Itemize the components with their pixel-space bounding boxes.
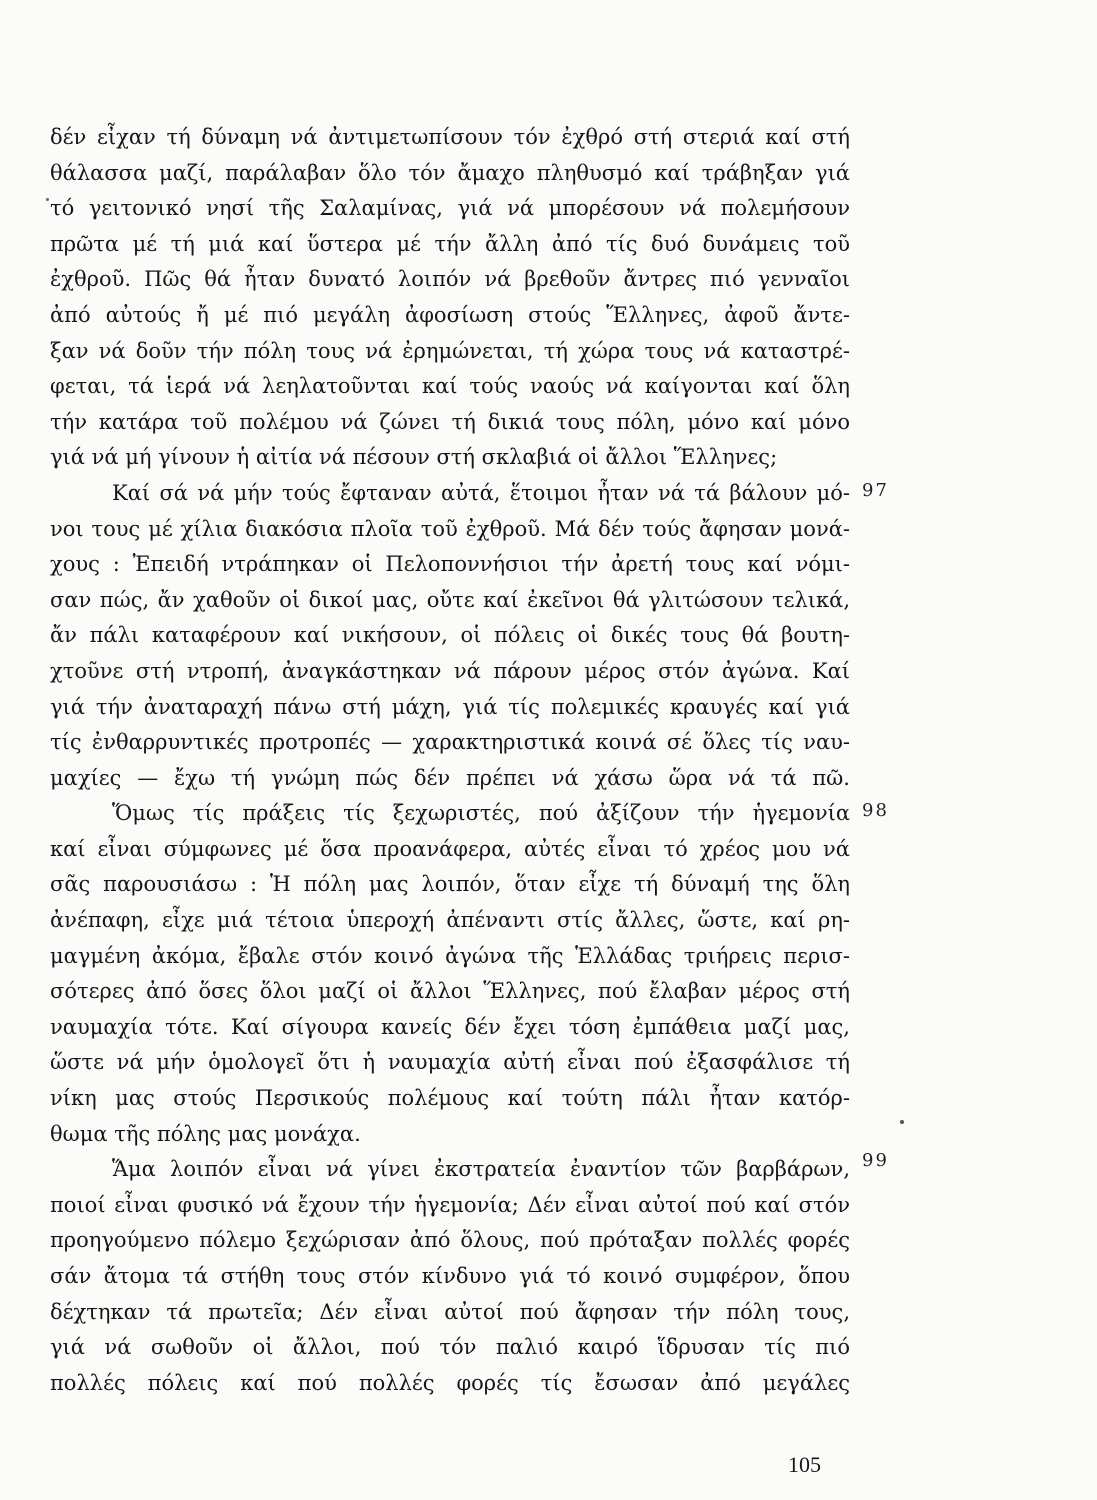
text-line: γιά νά μή γίνουν ἡ αἰτία νά πέσουν στή σκλαβιά οἱ ἄλλοι Ἕλληνες; [50,445,778,470]
text-line: ἀνέπαφη, εἶχε μιά τέτοια ὑπεροχή ἀπέναντι στίς ἄλλες, ὥστε, καί ρη- [50,908,850,933]
text-line: σάν ἄτομα τά στήθη τους στόν κίνδυνο γιά τό κοινό συμφέρον, ὅπου [50,1264,850,1288]
text-line: τίς ἐνθαρρυντικές προτροπές — χαρακτηριστικά κοινά σέ ὅλες τίς ναυ- [50,730,850,755]
text-line: ναυμαχία τότε. Καί σίγουρα κανείς δέν ἔχει τόση ἐμπάθεια μαζί μας, [50,1014,850,1039]
scan-speck [46,198,49,201]
text-line: μαγμένη ἀκόμα, ἔβαλε στόν κοινό ἀγώνα τῆς Ἑλλάδας τριήρεις περισ- [50,943,850,968]
text-line: νοι τους μέ χίλια διακόσια πλοῖα τοῦ ἐχθροῦ. Μά δέν τούς ἄφησαν μονά- [50,516,850,541]
scan-speck [900,1120,904,1124]
text-line: φεται, τά ἱερά νά λεηλατοῦνται καί τούς ναούς νά καίγονται καί ὅλη [50,374,850,399]
text-line: μαχίες — ἔχω τή γνώμη πώς δέν πρέπει νά χάσω ὥρα νά τά πῶ. [50,765,850,790]
margin-section-number: 99 [862,1150,889,1171]
text-line: πρῶτα μέ τή μιά καί ὕστερα μέ τήν ἄλλη ἀπό τίς δυό δυνάμεις τοῦ [50,231,850,256]
text-line: ξαν νά δοῦν τήν πόλη τους νά ἐρημώνεται, τή χώρα τους νά καταστρέ- [50,338,850,363]
text-line: ἐχθροῦ. Πῶς θά ἦταν δυνατό λοιπόν νά βρεθοῦν ἄντρες πιό γενναῖοι [50,267,850,292]
page-number: 105 [788,1452,821,1477]
text-line: τό γειτονικό νησί τῆς Σαλαμίνας, γιά νά μπορέσουν νά πολεμήσουν [50,196,850,221]
text-line: γιά τήν ἀναταραχή πάνω στή μάχη, γιά τίς πολεμικές κραυγές καί γιά [50,694,850,719]
text-line: Ὅμως τίς πράξεις τίς ξεχωριστές, πού ἀξίζουν τήν ἡγεμονία [112,801,850,826]
text-line: καί εἶναι σύμφωνες μέ ὅσα προανάφερα, αὐτές εἶναι τό χρέος μου νά [50,836,850,861]
text-line: θάλασσα μαζί, παράλαβαν ὅλο τόν ἄμαχο πληθυσμό καί τράβηξαν γιά [50,160,850,185]
text-line: θωμα τῆς πόλης μας μονάχα. [50,1121,361,1146]
text-line: προηγούμενο πόλεμο ξεχώρισαν ἀπό ὅλους, πού πρόταξαν πολλές φορές [50,1228,850,1253]
text-line: Καί σά νά μήν τούς ἔφταναν αὐτά, ἕτοιμοι ἦταν νά τά βάλουν μό- [112,480,850,505]
text-line: νίκη μας στούς Περσικούς πολέμους καί τούτη πάλι ἦταν κατόρ- [50,1086,850,1111]
text-line: δέν εἶχαν τή δύναμη νά ἀντιμετωπίσουν τόν ἐχθρό στή στεριά καί στή [50,125,850,149]
text-line: σᾶς παρουσιάσω : Ἡ πόλη μας λοιπόν, ὅταν εἶχε τή δύναμή της ὅλη [50,872,850,897]
text-line: σότερες ἀπό ὅσες ὅλοι μαζί οἱ ἄλλοι Ἕλληνες, πού ἔλαβαν μέρος στή [50,979,850,1004]
text-line: ποιοί εἶναι φυσικό νά ἔχουν τήν ἡγεμονία; Δέν εἶναι αὐτοί πού καί στόν [50,1192,850,1217]
text-line: γιά νά σωθοῦν οἱ ἄλλοι, πού τόν παλιό καιρό ἵδρυσαν τίς πιό [50,1335,850,1360]
text-line: σαν πώς, ἄν χαθοῦν οἱ δικοί μας, οὔτε καί ἐκεῖνοι θά γλιτώσουν τελικά, [50,587,850,612]
text-line: ἀπό αὐτούς ἤ μέ πιό μεγάλη ἀφοσίωση στούς Ἕλληνες, ἀφοῦ ἄντε- [50,302,850,327]
text-line: ἄν πάλι καταφέρουν καί νικήσουν, οἱ πόλεις οἱ δικές τους θά βουτη- [50,623,850,648]
text-line: ὥστε νά μήν ὁμολογεῖ ὅτι ἡ ναυμαχία αὐτή εἶναι πού ἐξασφάλισε τή [50,1050,850,1075]
margin-section-number: 98 [862,800,889,821]
text-line: δέχτηκαν τά πρωτεῖα; Δέν εἶναι αὐτοί πού ἄφησαν τήν πόλη τους, [50,1299,850,1324]
margin-section-number: 97 [862,480,889,501]
text-line: πολλές πόλεις καί πού πολλές φορές τίς ἔσωσαν ἀπό μεγάλες [50,1370,850,1395]
text-line: τήν κατάρα τοῦ πολέμου νά ζώνει τή δικιά τους πόλη, μόνο καί μόνο [50,409,850,434]
body-text [50,120,850,1401]
text-line: Ἅμα λοιπόν εἶναι νά γίνει ἐκστρατεία ἐναντίον τῶν βαρβάρων, [112,1157,850,1182]
text-line: χτοῦνε στή ντροπή, ἀναγκάστηκαν νά πάρουν μέρος στόν ἀγώνα. Καί [50,658,850,683]
text-line: χους : Ἐπειδή ντράπηκαν οἱ Πελοποννήσιοι τήν ἀρετή τους καί νόμι- [50,552,850,577]
